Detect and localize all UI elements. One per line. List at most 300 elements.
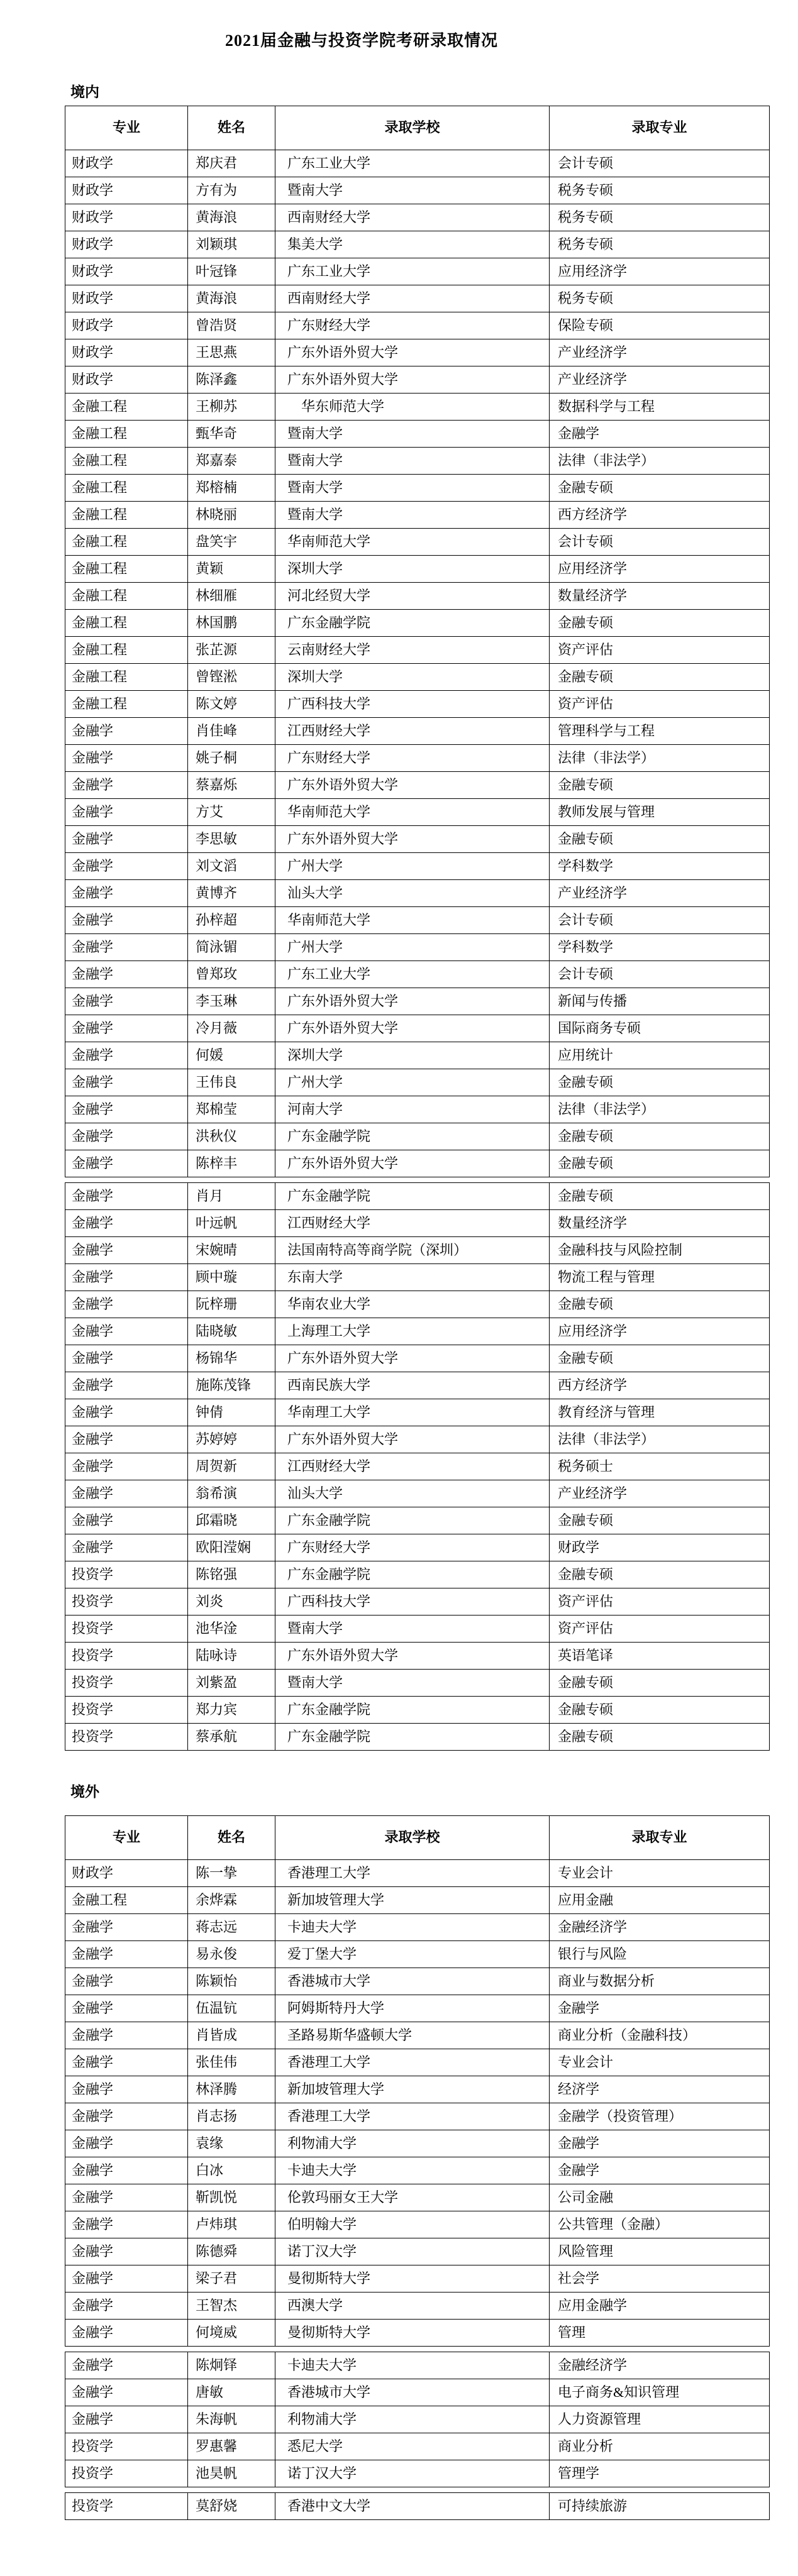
table-row xyxy=(65,1670,770,1697)
cell-name: 黄海浪 xyxy=(188,285,275,312)
cell-major: 财政学 xyxy=(65,231,188,258)
cell-major: 财政学 xyxy=(65,150,188,177)
cell-admitted-major: 金融专硕 xyxy=(550,1724,770,1751)
cell-major: 金融学 xyxy=(65,799,188,826)
cell-admitted-major: 金融专硕 xyxy=(550,1345,770,1372)
cell-school: 圣路易斯华盛顿大学 xyxy=(275,2022,550,2049)
cell-name: 陈梓丰 xyxy=(188,1150,275,1177)
cell-name: 苏婷婷 xyxy=(188,1426,275,1453)
cell-admitted-major: 电子商务&知识管理 xyxy=(550,2379,770,2406)
cell-school: 华南师范大学 xyxy=(275,529,550,556)
cell-school: 江西财经大学 xyxy=(275,1453,550,1480)
table-row xyxy=(65,1042,770,1069)
table-row xyxy=(65,1914,770,1941)
cell-name: 王思燕 xyxy=(188,339,275,366)
cell-school: 华南师范大学 xyxy=(275,799,550,826)
table-row xyxy=(65,610,770,637)
cell-admitted-major: 财政学 xyxy=(550,1534,770,1561)
cell-school: 伯明翰大学 xyxy=(275,2211,550,2238)
table-row xyxy=(65,718,770,745)
table-row xyxy=(65,1210,770,1237)
cell-school: 广州大学 xyxy=(275,934,550,961)
cell-admitted-major: 风险管理 xyxy=(550,2238,770,2265)
cell-name: 蒋志远 xyxy=(188,1914,275,1941)
cell-admitted-major: 产业经济学 xyxy=(550,366,770,394)
cell-admitted-major: 新闻与传播 xyxy=(550,988,770,1015)
cell-name: 刘颖琪 xyxy=(188,231,275,258)
table-row xyxy=(65,1426,770,1453)
cell-school: 广东金融学院 xyxy=(275,610,550,637)
table-row xyxy=(65,1941,770,1968)
cell-name: 余烨霖 xyxy=(188,1887,275,1914)
domestic-admissions-table-zone xyxy=(65,106,769,1756)
cell-school: 广东外语外贸大学 xyxy=(275,1150,550,1177)
cell-school: 暨南大学 xyxy=(275,177,550,204)
cell-admitted-major: 金融专硕 xyxy=(550,1069,770,1096)
cell-admitted-major: 管理学 xyxy=(550,2460,770,2487)
cell-admitted-major: 商业与数据分析 xyxy=(550,1968,770,1995)
cell-major: 金融学 xyxy=(65,2293,188,2320)
cell-major: 金融工程 xyxy=(65,691,188,718)
cell-admitted-major: 应用经济学 xyxy=(550,1318,770,1345)
cell-admitted-major: 税务专硕 xyxy=(550,231,770,258)
table-row xyxy=(65,1399,770,1426)
cell-name: 杨锦华 xyxy=(188,1345,275,1372)
cell-school: 香港理工大学 xyxy=(275,2049,550,2076)
cell-school: 暨南大学 xyxy=(275,502,550,529)
section-label-domestic: 境内 xyxy=(70,84,99,100)
cell-name: 曾铿淞 xyxy=(188,664,275,691)
cell-name: 陈颖怡 xyxy=(188,1968,275,1995)
cell-name: 肖皆成 xyxy=(188,2022,275,2049)
table-row xyxy=(65,394,770,421)
cell-school: 江西财经大学 xyxy=(275,1210,550,1237)
cell-admitted-major: 经济学 xyxy=(550,2076,770,2103)
cell-major: 金融学 xyxy=(65,934,188,961)
cell-major: 金融学 xyxy=(65,1914,188,1941)
cell-name: 张芷源 xyxy=(188,637,275,664)
cell-major: 金融学 xyxy=(65,2238,188,2265)
cell-school: 江西财经大学 xyxy=(275,718,550,745)
table-row xyxy=(65,204,770,231)
cell-name: 靳凯悦 xyxy=(188,2184,275,2211)
column-header-4: 录取专业 xyxy=(550,106,770,150)
cell-major: 财政学 xyxy=(65,177,188,204)
cell-name: 陈德舜 xyxy=(188,2238,275,2265)
cell-major: 投资学 xyxy=(65,1724,188,1751)
cell-name: 方艾 xyxy=(188,799,275,826)
cell-school: 卡迪夫大学 xyxy=(275,2352,550,2379)
cell-name: 黄博齐 xyxy=(188,880,275,907)
cell-admitted-major: 法律（非法学） xyxy=(550,1426,770,1453)
table-row xyxy=(65,2433,770,2460)
cell-school: 曼彻斯特大学 xyxy=(275,2265,550,2293)
cell-school: 华南师范大学 xyxy=(275,907,550,934)
column-header-3: 录取学校 xyxy=(275,1816,550,1860)
table-row xyxy=(65,529,770,556)
cell-name: 阮梓珊 xyxy=(188,1291,275,1318)
table-row xyxy=(65,366,770,394)
cell-admitted-major: 金融学 xyxy=(550,2157,770,2184)
cell-name: 方有为 xyxy=(188,177,275,204)
cell-school: 香港理工大学 xyxy=(275,1860,550,1887)
table-row xyxy=(65,2293,770,2320)
cell-school: 深圳大学 xyxy=(275,1042,550,1069)
table-row xyxy=(65,1291,770,1318)
page-title: 2021届金融与投资学院考研录取情况 xyxy=(224,31,498,50)
cell-admitted-major: 数量经济学 xyxy=(550,583,770,610)
cell-admitted-major: 资产评估 xyxy=(550,1588,770,1616)
cell-name: 郑榕楠 xyxy=(188,475,275,502)
table-row xyxy=(65,177,770,204)
cell-major: 金融学 xyxy=(65,880,188,907)
cell-admitted-major: 金融科技与风险控制 xyxy=(550,1237,770,1264)
cell-admitted-major: 资产评估 xyxy=(550,637,770,664)
column-header-4: 录取专业 xyxy=(550,1816,770,1860)
cell-name: 李思敏 xyxy=(188,826,275,853)
cell-major: 金融工程 xyxy=(65,583,188,610)
table-row xyxy=(65,2493,770,2520)
cell-admitted-major: 商业分析（金融科技） xyxy=(550,2022,770,2049)
table-row xyxy=(65,691,770,718)
cell-major: 金融学 xyxy=(65,718,188,745)
cell-admitted-major: 国际商务专硕 xyxy=(550,1015,770,1042)
cell-school: 汕头大学 xyxy=(275,1480,550,1507)
cell-name: 叶远帆 xyxy=(188,1210,275,1237)
cell-admitted-major: 银行与风险 xyxy=(550,1941,770,1968)
cell-major: 投资学 xyxy=(65,2460,188,2487)
table-row xyxy=(65,556,770,583)
cell-name: 洪秋仪 xyxy=(188,1123,275,1150)
cell-name: 林国鹏 xyxy=(188,610,275,637)
cell-admitted-major: 教育经济与管理 xyxy=(550,1399,770,1426)
cell-school: 汕头大学 xyxy=(275,880,550,907)
cell-school: 广东工业大学 xyxy=(275,258,550,285)
cell-name: 甄华奇 xyxy=(188,421,275,448)
cell-school: 广东外语外贸大学 xyxy=(275,772,550,799)
cell-admitted-major: 西方经济学 xyxy=(550,1372,770,1399)
cell-major: 金融工程 xyxy=(65,421,188,448)
cell-school: 广东财经大学 xyxy=(275,745,550,772)
cell-school: 上海理工大学 xyxy=(275,1318,550,1345)
cell-admitted-major: 资产评估 xyxy=(550,691,770,718)
table-row xyxy=(65,1345,770,1372)
cell-admitted-major: 金融专硕 xyxy=(550,1697,770,1724)
cell-name: 唐敏 xyxy=(188,2379,275,2406)
cell-admitted-major: 公共管理（金融） xyxy=(550,2211,770,2238)
cell-admitted-major: 会计专硕 xyxy=(550,961,770,988)
cell-admitted-major: 金融学 xyxy=(550,421,770,448)
cell-major: 金融学 xyxy=(65,907,188,934)
column-header-2: 姓名 xyxy=(188,106,275,150)
cell-name: 蔡嘉烁 xyxy=(188,772,275,799)
table-row xyxy=(65,907,770,934)
cell-major: 金融学 xyxy=(65,1183,188,1210)
cell-school: 集美大学 xyxy=(275,231,550,258)
cell-major: 金融学 xyxy=(65,1264,188,1291)
cell-admitted-major: 应用金融 xyxy=(550,1887,770,1914)
cell-name: 陈文婷 xyxy=(188,691,275,718)
cell-name: 林泽腾 xyxy=(188,2076,275,2103)
table-row xyxy=(65,664,770,691)
table-row xyxy=(65,961,770,988)
cell-name: 卢炜琪 xyxy=(188,2211,275,2238)
cell-name: 郑嘉泰 xyxy=(188,448,275,475)
cell-major: 金融学 xyxy=(65,2103,188,2130)
cell-admitted-major: 会计专硕 xyxy=(550,529,770,556)
table-row xyxy=(65,799,770,826)
cell-school: 卡迪夫大学 xyxy=(275,2157,550,2184)
cell-major: 金融学 xyxy=(65,2130,188,2157)
cell-school: 西南财经大学 xyxy=(275,204,550,231)
cell-major: 金融学 xyxy=(65,988,188,1015)
cell-major: 金融工程 xyxy=(65,1887,188,1914)
cell-admitted-major: 法律（非法学） xyxy=(550,745,770,772)
cell-admitted-major: 产业经济学 xyxy=(550,1480,770,1507)
cell-major: 金融学 xyxy=(65,2352,188,2379)
cell-major: 金融学 xyxy=(65,2184,188,2211)
cell-admitted-major: 金融专硕 xyxy=(550,1670,770,1697)
table-row xyxy=(65,2049,770,2076)
cell-school: 曼彻斯特大学 xyxy=(275,2320,550,2347)
column-header-2: 姓名 xyxy=(188,1816,275,1860)
cell-admitted-major: 商业分析 xyxy=(550,2433,770,2460)
cell-name: 顾中璇 xyxy=(188,1264,275,1291)
cell-major: 金融学 xyxy=(65,2406,188,2433)
cell-major: 金融工程 xyxy=(65,475,188,502)
cell-major: 金融工程 xyxy=(65,502,188,529)
cell-name: 郑力宾 xyxy=(188,1697,275,1724)
cell-major: 金融学 xyxy=(65,1995,188,2022)
cell-major: 投资学 xyxy=(65,1697,188,1724)
table-row xyxy=(65,1995,770,2022)
table-row xyxy=(65,150,770,177)
cell-admitted-major: 教师发展与管理 xyxy=(550,799,770,826)
cell-name: 张佳伟 xyxy=(188,2049,275,2076)
cell-name: 罗惠馨 xyxy=(188,2433,275,2460)
cell-school: 广东工业大学 xyxy=(275,150,550,177)
cell-major: 金融学 xyxy=(65,1480,188,1507)
cell-admitted-major: 公司金融 xyxy=(550,2184,770,2211)
cell-major: 金融学 xyxy=(65,2379,188,2406)
cell-major: 金融学 xyxy=(65,1372,188,1399)
cell-admitted-major: 金融经济学 xyxy=(550,2352,770,2379)
cell-name: 叶冠锋 xyxy=(188,258,275,285)
cell-admitted-major: 金融专硕 xyxy=(550,1561,770,1588)
cell-school: 华东师范大学 xyxy=(275,394,550,421)
cell-school: 广东外语外贸大学 xyxy=(275,339,550,366)
table-row xyxy=(65,1264,770,1291)
cell-school: 广东外语外贸大学 xyxy=(275,366,550,394)
overseas-table-segment-1 xyxy=(65,1815,770,2347)
cell-school: 新加坡管理大学 xyxy=(275,1887,550,1914)
table-row xyxy=(65,1616,770,1643)
cell-name: 简泳镅 xyxy=(188,934,275,961)
cell-school: 暨南大学 xyxy=(275,1616,550,1643)
table-row xyxy=(65,2157,770,2184)
cell-admitted-major: 金融专硕 xyxy=(550,1183,770,1210)
cell-name: 陈一挚 xyxy=(188,1860,275,1887)
table-row xyxy=(65,1860,770,1887)
cell-admitted-major: 金融专硕 xyxy=(550,664,770,691)
cell-major: 投资学 xyxy=(65,1643,188,1670)
cell-admitted-major: 税务专硕 xyxy=(550,204,770,231)
column-header-1: 专业 xyxy=(65,106,188,150)
table-row xyxy=(65,2022,770,2049)
cell-major: 财政学 xyxy=(65,285,188,312)
overseas-table-segment-2 xyxy=(65,2352,770,2487)
table-row xyxy=(65,880,770,907)
cell-major: 金融学 xyxy=(65,1210,188,1237)
cell-name: 曾浩贤 xyxy=(188,312,275,339)
table-row xyxy=(65,988,770,1015)
cell-school: 西南民族大学 xyxy=(275,1372,550,1399)
cell-name: 莫舒娆 xyxy=(188,2493,275,2520)
cell-school: 广东金融学院 xyxy=(275,1724,550,1751)
table-row xyxy=(65,2130,770,2157)
table-row xyxy=(65,1724,770,1751)
cell-admitted-major: 法律（非法学） xyxy=(550,1096,770,1123)
table-row xyxy=(65,583,770,610)
cell-name: 钟倩 xyxy=(188,1399,275,1426)
table-row xyxy=(65,339,770,366)
cell-admitted-major: 税务硕士 xyxy=(550,1453,770,1480)
cell-name: 肖佳峰 xyxy=(188,718,275,745)
cell-major: 金融学 xyxy=(65,1399,188,1426)
cell-admitted-major: 金融专硕 xyxy=(550,1123,770,1150)
cell-admitted-major: 金融专硕 xyxy=(550,826,770,853)
cell-school: 广东金融学院 xyxy=(275,1561,550,1588)
table-row xyxy=(65,1015,770,1042)
cell-major: 金融学 xyxy=(65,826,188,853)
cell-major: 金融学 xyxy=(65,1291,188,1318)
cell-name: 林细雁 xyxy=(188,583,275,610)
table-row xyxy=(65,1318,770,1345)
cell-school: 香港城市大学 xyxy=(275,2379,550,2406)
cell-name: 白冰 xyxy=(188,2157,275,2184)
cell-major: 金融学 xyxy=(65,2157,188,2184)
cell-name: 梁子君 xyxy=(188,2265,275,2293)
cell-school: 河南大学 xyxy=(275,1096,550,1123)
cell-admitted-major: 会计专硕 xyxy=(550,907,770,934)
cell-major: 金融学 xyxy=(65,1069,188,1096)
cell-admitted-major: 应用金融学 xyxy=(550,2293,770,2320)
cell-major: 财政学 xyxy=(65,204,188,231)
cell-major: 金融工程 xyxy=(65,637,188,664)
table-row xyxy=(65,1887,770,1914)
cell-name: 陈炯铎 xyxy=(188,2352,275,2379)
cell-major: 金融学 xyxy=(65,772,188,799)
cell-school: 香港中文大学 xyxy=(275,2493,550,2520)
table-row xyxy=(65,1480,770,1507)
cell-major: 金融学 xyxy=(65,853,188,880)
cell-admitted-major: 管理科学与工程 xyxy=(550,718,770,745)
cell-school: 广州大学 xyxy=(275,853,550,880)
cell-school: 广东外语外贸大学 xyxy=(275,826,550,853)
table-row xyxy=(65,2320,770,2347)
cell-school: 广东外语外贸大学 xyxy=(275,988,550,1015)
cell-school: 广西科技大学 xyxy=(275,691,550,718)
cell-name: 姚子桐 xyxy=(188,745,275,772)
table-row xyxy=(65,745,770,772)
cell-school: 广东金融学院 xyxy=(275,1123,550,1150)
cell-name: 袁缘 xyxy=(188,2130,275,2157)
table-row xyxy=(65,1183,770,1210)
cell-admitted-major: 保险专硕 xyxy=(550,312,770,339)
cell-major: 投资学 xyxy=(65,1561,188,1588)
cell-major: 金融学 xyxy=(65,2022,188,2049)
overseas-admissions-table-zone xyxy=(65,1815,769,2525)
cell-name: 池华淦 xyxy=(188,1616,275,1643)
table-row xyxy=(65,1968,770,1995)
cell-admitted-major: 产业经济学 xyxy=(550,339,770,366)
cell-admitted-major: 社会学 xyxy=(550,2265,770,2293)
table-row xyxy=(65,231,770,258)
cell-name: 林晓丽 xyxy=(188,502,275,529)
cell-admitted-major: 学科数学 xyxy=(550,934,770,961)
cell-major: 金融工程 xyxy=(65,664,188,691)
domestic-table-segment-2 xyxy=(65,1182,770,1751)
cell-major: 财政学 xyxy=(65,312,188,339)
cell-school: 悉尼大学 xyxy=(275,2433,550,2460)
table-row xyxy=(65,448,770,475)
table-row xyxy=(65,2184,770,2211)
cell-name: 冷月薇 xyxy=(188,1015,275,1042)
cell-school: 河北经贸大学 xyxy=(275,583,550,610)
cell-school: 阿姆斯特丹大学 xyxy=(275,1995,550,2022)
cell-admitted-major: 人力资源管理 xyxy=(550,2406,770,2433)
cell-school: 东南大学 xyxy=(275,1264,550,1291)
cell-school: 诺丁汉大学 xyxy=(275,2238,550,2265)
table-row xyxy=(65,637,770,664)
cell-name: 朱海帆 xyxy=(188,2406,275,2433)
cell-name: 欧阳滢娴 xyxy=(188,1534,275,1561)
cell-school: 广东财经大学 xyxy=(275,312,550,339)
cell-admitted-major: 数据科学与工程 xyxy=(550,394,770,421)
header-row xyxy=(65,106,770,150)
section-label-overseas: 境外 xyxy=(70,1784,99,1800)
table-row xyxy=(65,1372,770,1399)
cell-school: 香港理工大学 xyxy=(275,2103,550,2130)
cell-school: 广东外语外贸大学 xyxy=(275,1015,550,1042)
cell-school: 广东外语外贸大学 xyxy=(275,1345,550,1372)
cell-name: 陈铭强 xyxy=(188,1561,275,1588)
cell-admitted-major: 可持续旅游 xyxy=(550,2493,770,2520)
cell-major: 金融工程 xyxy=(65,448,188,475)
cell-admitted-major: 会计专硕 xyxy=(550,150,770,177)
table-row xyxy=(65,1697,770,1724)
table-row xyxy=(65,1237,770,1264)
cell-school: 广东金融学院 xyxy=(275,1183,550,1210)
table-row xyxy=(65,2379,770,2406)
table-row xyxy=(65,1507,770,1534)
cell-admitted-major: 金融专硕 xyxy=(550,1507,770,1534)
cell-school: 爱丁堡大学 xyxy=(275,1941,550,1968)
cell-school: 广东外语外贸大学 xyxy=(275,1643,550,1670)
cell-name: 郑庆君 xyxy=(188,150,275,177)
cell-admitted-major: 物流工程与管理 xyxy=(550,1264,770,1291)
cell-school: 香港城市大学 xyxy=(275,1968,550,1995)
header-row xyxy=(65,1816,770,1860)
cell-major: 金融工程 xyxy=(65,556,188,583)
cell-admitted-major: 应用经济学 xyxy=(550,556,770,583)
cell-major: 金融学 xyxy=(65,1015,188,1042)
cell-major: 金融学 xyxy=(65,1123,188,1150)
cell-name: 刘文滔 xyxy=(188,853,275,880)
cell-admitted-major: 金融学 xyxy=(550,2130,770,2157)
cell-major: 投资学 xyxy=(65,2433,188,2460)
cell-major: 金融工程 xyxy=(65,610,188,637)
